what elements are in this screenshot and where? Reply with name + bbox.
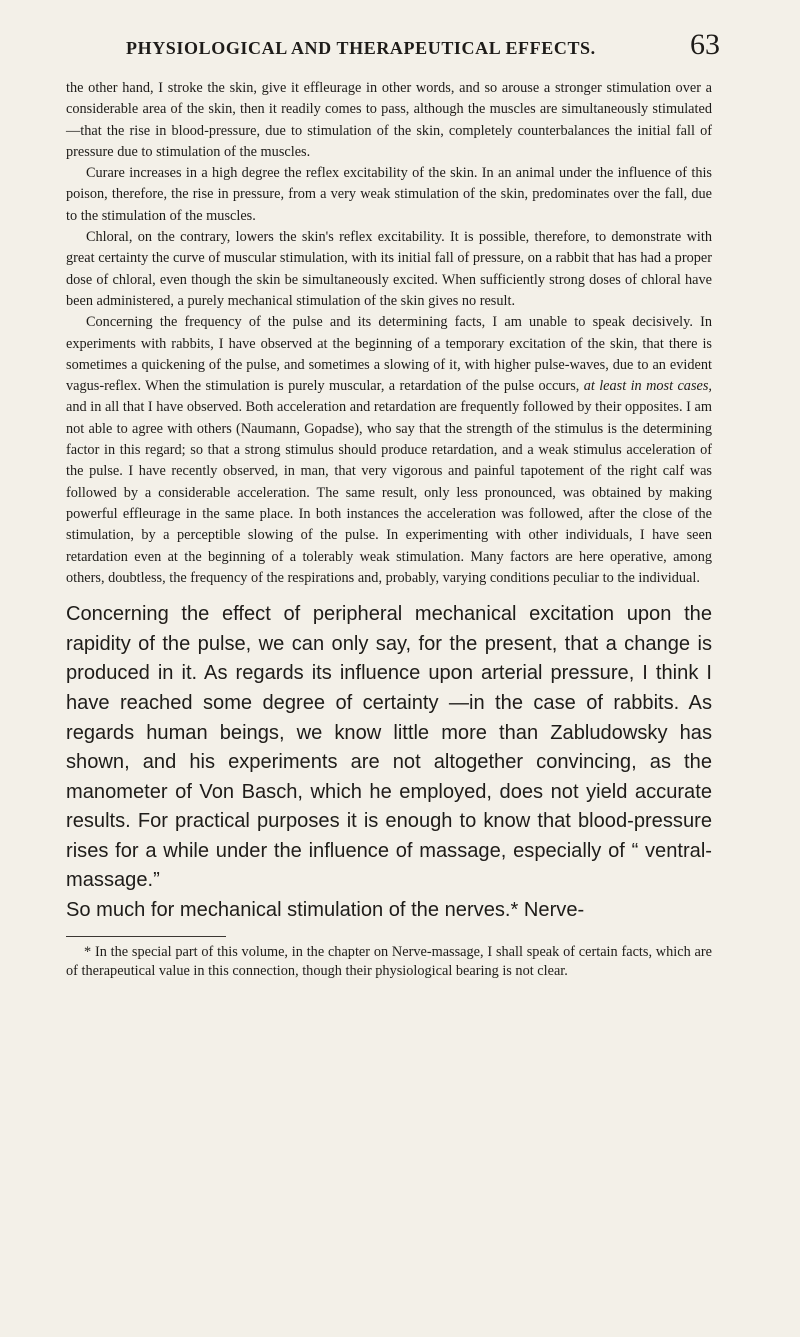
paragraph-effleurage: the other hand, I stroke the skin, give it effleurage in other words, and so arouse a stronger stimulation over a considerable area of the skin, then it readily comes to pass, although the muscles are simultaneously stimulated—that the rise in blood-pressure, due to stimulation of the skin, completely counterbalances the initial fall of pressure due to stimulation of the muscles. xyxy=(66,80,712,160)
body-text-small xyxy=(66,78,712,589)
pulse-text-part-2: and in all that I have observed. Both acceleration and retardation are frequently followed by their opposites. I am not able to agree with others (Naumann, Gopadse), who say that the strength of the stimulus is the determining factor in this regard; so that a strong stimulus should produce retardation, and a weak stimulus acceleration of the pulse. I have recently observed, in man, that very vigorous and painful tapotement of the right calf was followed by a considerable acceleration. The same result, only less pronounced, was obtained by making powerful effleurage in the same place. In both instances the acceleration was followed, after the close of the stimulation, by a perceptible slowing of the pulse. In experimenting with other individuals, I have seen retardation even at the beginning of a tolerably weak stimulation. Many factors are here operative, among others, doubtless, the frequency of the respirations and, probably, varying conditions peculiar to the individual. xyxy=(66,399,712,586)
paragraph-curare: Curare increases in a high degree the reflex excitability of the skin. In an animal under the influence of this poison, therefore, the rise in pressure, from a very weak stimulation of the skin, predominates over the fall, due to the stimulation of the muscles. xyxy=(66,165,712,224)
paragraph-peripheral-excitation: Concerning the effect of peripheral mechanical excitation upon the rapidity of the pulse, we can only say, for the present, that a change is produced in it. As regards its influence upon arterial pressure, I think I have reached some degree of certainty —in the case of rabbits. As regards human beings, we know little more than Zabludowsky has shown, and his experiments are not altogether convincing, as the manometer of Von Basch, which he employed, does not yield accurate results. For practical purposes it is enough to know that blood-pressure rises for a while under the influence of massage, especially of “ ventral-massage.” xyxy=(66,603,712,892)
footnote-text: * In the special part of this volume, in the chapter on Nerve-massage, I shall speak of certain facts, which are of therapeutical value in this connection, though their physiological bearing is not clear. xyxy=(66,943,712,979)
footnote-divider xyxy=(66,936,226,937)
paragraph-chloral: Chloral, on the contrary, lowers the skin's reflex excitability. It is possible, therefore, to demonstrate with great certainty the curve of muscular stimulation, with its initial fall of pressure, on a rabbit that has had a proper dose of chloral, even though the skin be simultaneously excited. When sufficiently strong doses of chloral have been administered, a purely mechanical stimulation of the skin gives no result. xyxy=(66,229,712,309)
page-number: 63 xyxy=(690,28,720,61)
running-title: PHYSIOLOGICAL AND THERAPEUTICAL EFFECTS. xyxy=(126,38,596,58)
body-text-large xyxy=(66,600,712,926)
book-page xyxy=(66,28,720,981)
running-head xyxy=(66,28,720,78)
paragraph-pulse-frequency xyxy=(66,312,712,589)
footnote xyxy=(66,943,712,981)
pulse-text-italic: at least in most cases, xyxy=(583,378,713,395)
paragraph-nerve-stimulation: So much for mechanical stimulation of the nerves.* Nerve- xyxy=(66,899,585,922)
pulse-text-part-1: Concerning the frequency of the pulse and its determining facts, I am unable to speak decisively. In experiments with rabbits, I have observed at the beginning of a temporary excitation of the skin, that there is sometimes a quickening of the pulse, and sometimes a slowing of it, with higher pulse-waves, due to an evident vagus-reflex. When the stimulation is purely muscular, a retardation of the pulse occurs, xyxy=(66,314,712,395)
